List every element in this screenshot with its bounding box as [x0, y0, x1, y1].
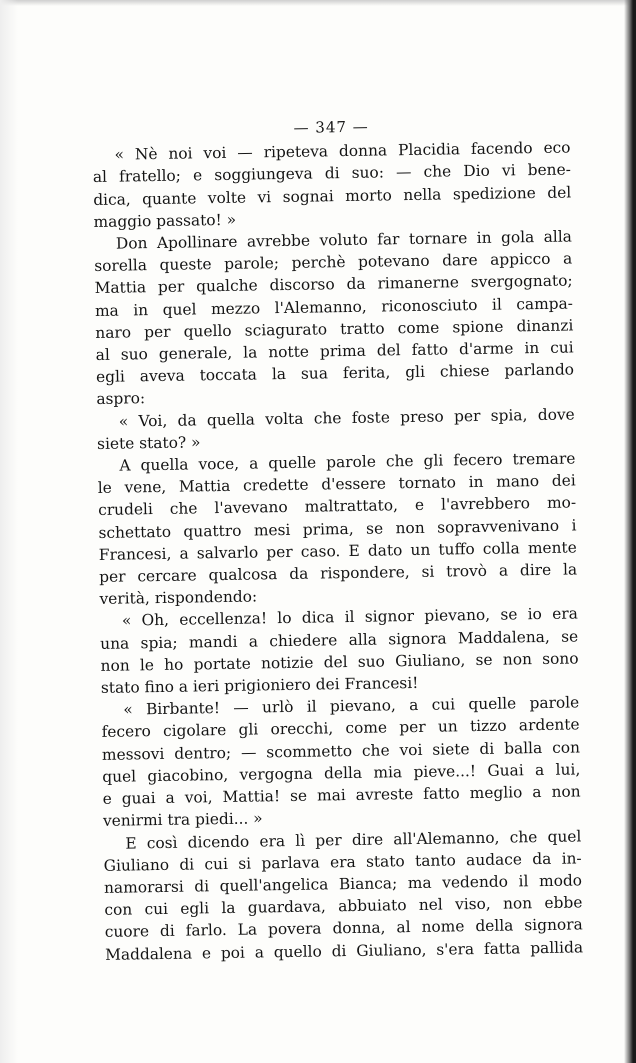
text-line: « Nè noi voi — ripeteva donna Placidia facendo eco [114, 138, 571, 164]
text-line: verità, rispondendo: [99, 587, 258, 609]
text-line: messovi dentro; — scommetto che voi siete di balla con [101, 738, 581, 764]
text-line: Giuliano di cui si parlava era stato tanto audace da in- [103, 849, 582, 875]
text-line: una spia; mandi a chiedere alla signora Maddalena, se [100, 627, 579, 653]
text-line: le vene, Mattia credette d'essere tornato in mano dei [97, 471, 576, 498]
text-line: egli aveva toccata la sua ferita, gli chiese parlando [95, 360, 575, 387]
text-line: sorella queste parole; perchè potevano dare appicco a [94, 249, 573, 276]
text-line: ma in quel mezzo l'Alemanno, riconosciuto il campa- [94, 294, 574, 320]
text-line: « Voi, da quella volta che foste preso per spia, dove [118, 405, 575, 431]
text-line: naro per quello sciagurato tratto come spione dinanzi [95, 316, 574, 342]
text-line: al suo generale, la notte prima del fatto d'arme in cui [95, 338, 574, 365]
text-line: Francesi, a salvarlo per caso. E dato un tuffo colla mente [98, 538, 577, 564]
text-line: schettato quattro mesi prima, se non sopravvenivano i [98, 516, 577, 542]
text-line: venirmi tra piedi... » [102, 809, 263, 831]
page-gutter-shadow [0, 0, 18, 1063]
text-line: Maddalena e poi a quello di Giuliano, s'era fatta pallida [104, 937, 584, 964]
page-number: — 347 — [293, 117, 369, 137]
text-line: aspro: [96, 389, 146, 409]
page-top-edge [0, 0, 636, 6]
text-line: « Oh, eccellenza! lo dica il signor pievano, se io era [121, 604, 578, 631]
text-line: quel giacobino, vergogna della mia pieve...! Guai a lui, [102, 760, 581, 786]
text-line: E così dicendo era lì per dire all'Alemanno, che quel [125, 826, 582, 853]
text-line: al fratello; e soggiungeva di suo: — che Dio vi bene- [92, 160, 571, 187]
text-line: per cercare qualcosa da rispondere, si trovò a dire la [99, 560, 578, 587]
page-right-edge [624, 0, 636, 1063]
text-line: non le ho portate notizie del suo Giuliano, se non sono [100, 649, 579, 675]
text-line: siete stato? » [96, 433, 201, 453]
text-lines [92, 137, 583, 966]
text-line: con cui egli la guardava, abbuiato nel viso, non ebbe [104, 893, 583, 920]
text-line: cuore di farlo. La povera donna, al nome della signora [104, 915, 583, 942]
text-line: e guai a voi, Mattia! se mai avreste fatto meglio a non [102, 782, 581, 809]
text-line: A quella voce, a quelle parole che gli fecero tremare [119, 449, 576, 475]
text-line: « Birbante! — urlò il pievano, a cui quelle parole [123, 693, 580, 719]
text-line: dica, quante volte vi sognai morto nella spedizione del [93, 183, 572, 209]
text-line: namorarsi di quell'angelica Bianca; ma vedendo il modo [103, 871, 583, 897]
text-block [92, 112, 583, 965]
text-line: Mattia per qualche discorso da rimanerne svergognato; [94, 271, 573, 298]
text-line: Don Apollinare avrebbe voluto far tornare in gola alla [115, 227, 573, 253]
text-line: fecero cigolare gli orecchi, come per un tizzo ardente [101, 715, 580, 742]
text-line: maggio passato! » [93, 210, 237, 231]
text-line: stato fino a ieri prigioniero dei Francesi! [100, 674, 419, 698]
text-line: crudeli che l'avevano maltrattato, e l'avrebbero mo- [97, 493, 577, 520]
